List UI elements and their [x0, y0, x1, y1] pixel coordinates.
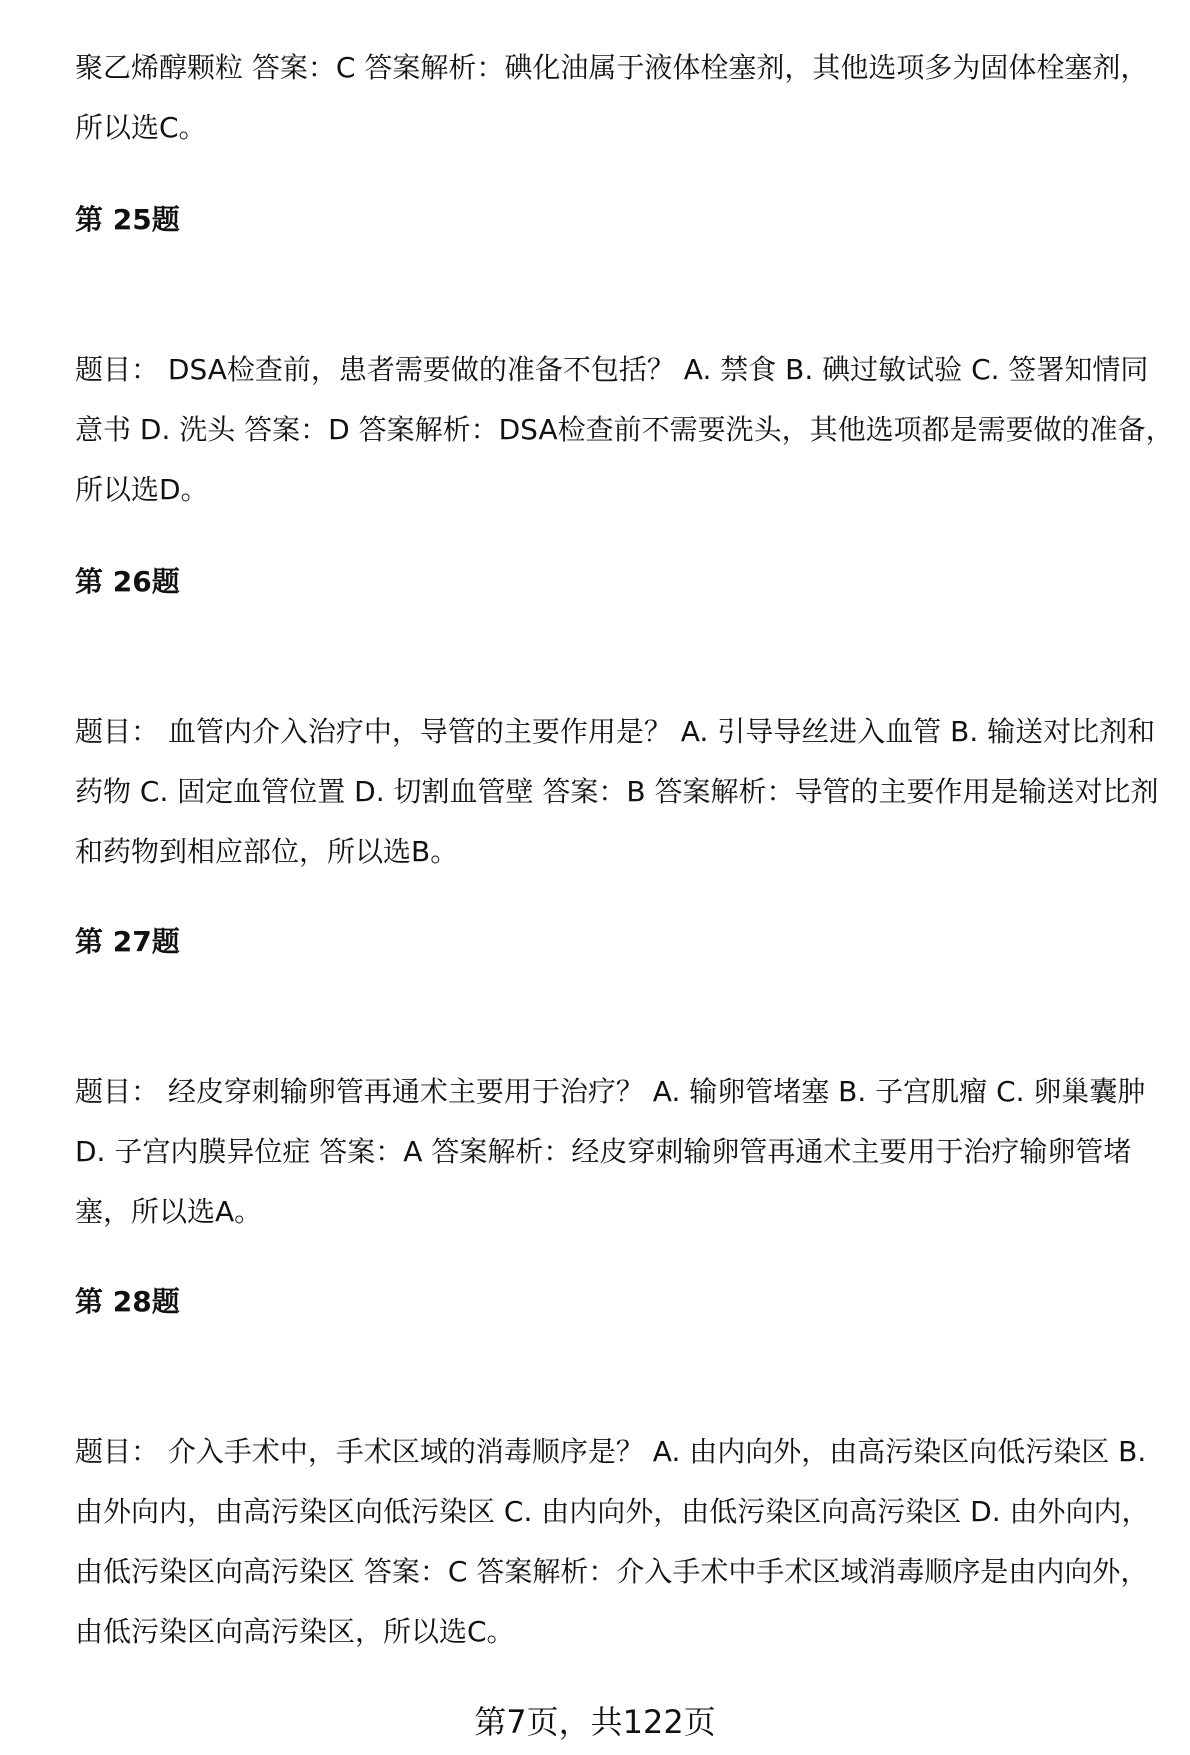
question-paragraph-25: 题目： DSA检查前，患者需要做的准备不包括？ A. 禁食 B. 碘过敏试验 C. 签署知情同意书 D. 洗头 答案：D 答案解析：DSA检查前不需要洗头，其他选项都是需要做的准备，所以选D。 — [75, 353, 1174, 506]
question-heading-26: 第 26题 — [75, 565, 180, 598]
question-paragraph-28: 题目： 介入手术中，手术区域的消毒顺序是？ A. 由内向外，由高污染区向低污染区 B. 由外向内，由高污染区向低污染区 C. 由内向外，由低污染区向高污染区 D. 由外向内，由低污染区向高污染区 答案：C 答案解析：介入手术中手术区域消毒顺序是由内向外，由低污染区向高污染区，所以选C。 — [75, 1435, 1150, 1648]
answer-paragraph-q24: 聚乙烯醇颗粒 答案：C 答案解析：碘化油属于液体栓塞剂，其他选项多为固体栓塞剂，所以选C。 — [75, 51, 1149, 144]
page-number-footer: 第7页，共122页 — [474, 1703, 716, 1741]
question-paragraph-27: 题目： 经皮穿刺输卵管再通术主要用于治疗？ A. 输卵管堵塞 B. 子宫肌瘤 C. 卵巢囊肿 D. 子宫内膜异位症 答案：A 答案解析：经皮穿刺输卵管再通术主要用于治疗输卵管堵塞，所以选A。 — [75, 1075, 1146, 1228]
question-heading-27: 第 27题 — [75, 925, 180, 958]
question-heading-25: 第 25题 — [75, 203, 180, 236]
question-heading-28: 第 28题 — [75, 1285, 180, 1318]
question-paragraph-26: 题目： 血管内介入治疗中，导管的主要作用是？ A. 引导导丝进入血管 B. 输送对比剂和药物 C. 固定血管位置 D. 切割血管壁 答案：B 答案解析：导管的主要作用是输送对比剂和药物到相应部位，所以选B。 — [75, 715, 1159, 868]
